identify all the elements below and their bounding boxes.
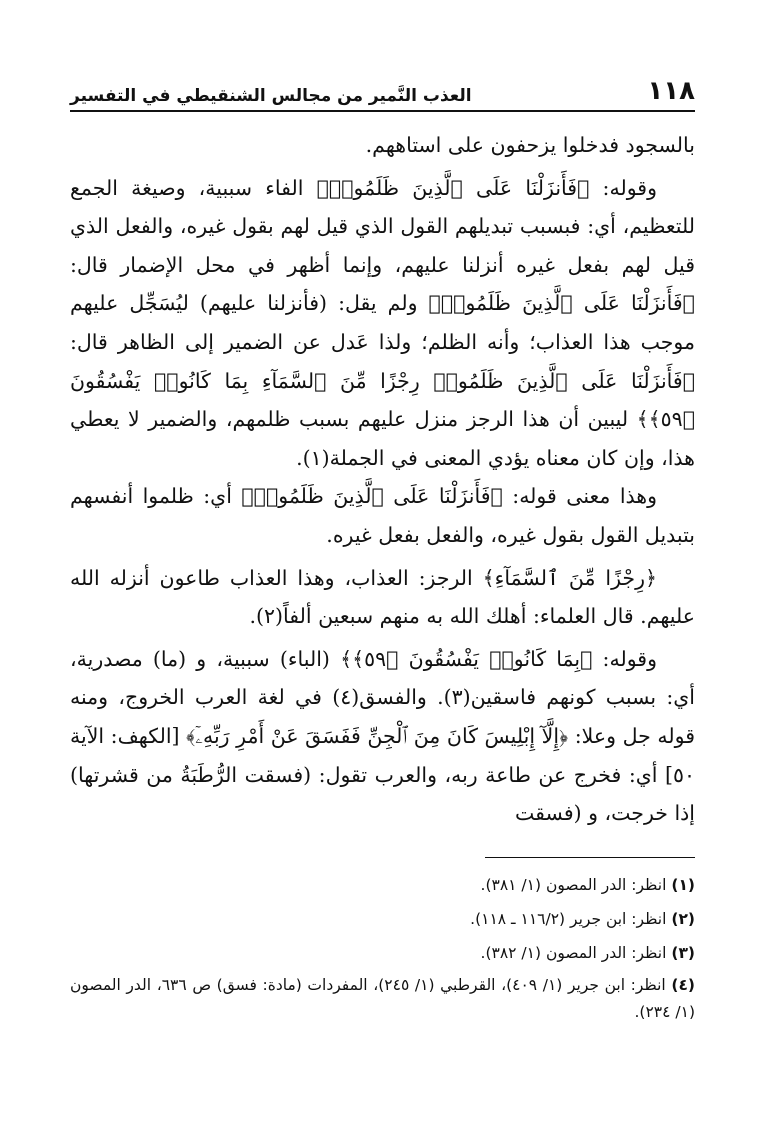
- footnote-4: [70, 972, 695, 1026]
- footnote-number: (٢): [671, 909, 695, 928]
- footnotes: [70, 870, 695, 1026]
- running-title: العذب النَّمير من مجالس الشنقيطي في التفسير: [70, 86, 472, 106]
- footnote-number: (٣): [671, 943, 695, 962]
- body-text: [70, 126, 695, 833]
- paragraph-1: بالسجود فدخلوا يزحفون على استاههم.: [365, 133, 695, 157]
- footnote-number: (١): [671, 875, 695, 894]
- page-header: [70, 60, 695, 112]
- paragraph-3: وهذا معنى قوله: ﴿فَأَنزَلْنَا عَلَى ٱلَّذِينَ ظَلَمُوا۟﴾ أي: ظلموا أنفسهم بتبديل القول بقول غيره، والفعل بفعل غيره.: [70, 484, 695, 547]
- paragraph-2: وقوله: ﴿فَأَنزَلْنَا عَلَى ٱلَّذِينَ ظَلَمُوا۟﴾ الفاء سببية، وصيغة الجمع للتعظيم، أي: فبسبب تبديلهم القول الذي قيل لهم بقول غيره، والفعل الذي قيل لهم بفعل غيره أنزلنا عليهم، وإنما أظهر في محل الإضمار قال: ﴿فَأَنزَلْنَا عَلَى ٱلَّذِينَ ظَلَمُوا۟﴾ ولم يقل: (فأنزلنا عليهم) ليُسَجِّل عليهم موجب هذا العذاب؛ وأنه الظلم؛ ولذا عَدل عن الضمير إلى الظاهر قال: ﴿فَأَنزَلْنَا عَلَى ٱلَّذِينَ ظَلَمُوا۟ رِجْزًا مِّنَ ٱلسَّمَآءِ بِمَا كَانُوا۟ يَفْسُقُونَ ﴿٥٩﴾﴾ ليبين أن هذا الرجز منزل عليهم بسبب ظلمهم، والضمير لا يعطي هذا، وإن كان معناه يؤدي المعنى في الجملة(١).: [70, 175, 695, 470]
- footnote-number: (٤): [671, 975, 696, 994]
- paragraph-5: وقوله: ﴿بِمَا كَانُوا۟ يَفْسُقُونَ ﴿٥٩﴾﴾ (الباء) سببية، و (ما) مصدرية، أي: بسبب كونهم فاسقين(٣). والفسق(٤) في لغة العرب الخروج، ومنه قوله جل وعلا: ﴿إِلَّآ إِبْلِيسَ كَانَ مِنَ ٱلْجِنِّ فَفَسَقَ عَنْ أَمْرِ رَبِّهِۦٓ﴾ [الكهف: الآية ٥٠] أي: فخرج عن طاعة ربه، والعرب تقول: (فسقت الرُّطَبَةُ من قشرتها) إذا خرجت، و (فسقت: [70, 646, 695, 826]
- footnote-text: انظر: الدر المصون (١/ ٣٨٢).: [480, 943, 667, 962]
- footnote-2: [70, 904, 695, 934]
- document-page: [70, 60, 695, 1030]
- paragraph-4: ﴿رِجْزًا مِّنَ ٱلسَّمَآءِ﴾ الرجز: العذاب، وهذا العذاب طاعون أنزله الله عليهم. قال العلماء: أهلك الله به منهم سبعين ألفاً(٢).: [70, 565, 695, 629]
- footnote-divider: [485, 857, 695, 858]
- footnote-text: انظر: ابن جرير (١/ ٤٠٩)، القرطبي (١/ ٢٤٥)، المفردات (مادة: فسق) ص ٦٣٦، الدر المصون (١/ ٢٣٤).: [70, 975, 695, 1021]
- footnote-3: [70, 938, 695, 968]
- footnote-text: انظر: ابن جرير (١١٦/٢ ـ ١١٨).: [470, 909, 667, 928]
- footnote-1: [70, 870, 695, 900]
- page-number: ١١٨: [647, 76, 695, 106]
- footnote-text: انظر: الدر المصون (١/ ٣٨١).: [480, 875, 667, 894]
